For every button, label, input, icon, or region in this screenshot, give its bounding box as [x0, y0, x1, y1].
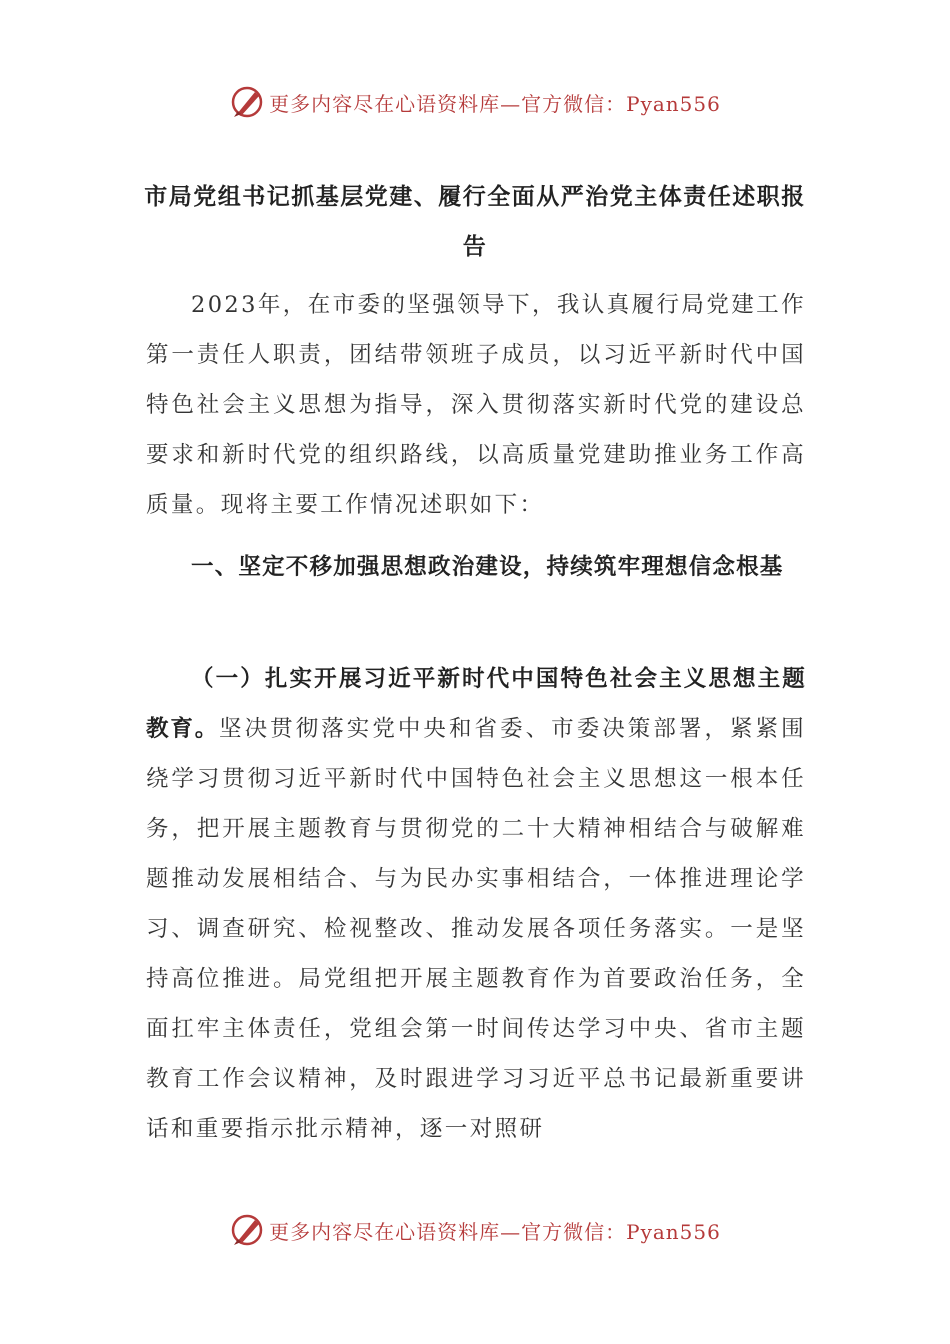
- section-heading: 一、坚定不移加强思想政治建设，持续筑牢理想信念根基: [191, 554, 784, 580]
- header-banner: [0, 82, 950, 122]
- intro-paragraph: 2023年，在市委的坚强领导下，我认真履行局党建工作第一责任人职责，团结带领班子成员，以习近平新时代中国特色社会主义思想为指导，深入贯彻落实新时代党的建设总要求和新时代党的组织路线，以高质量党建助推业务工作高质量。现将主要工作情况述职如下：: [146, 292, 806, 518]
- pen-nib-logo-icon: [229, 84, 265, 120]
- subsection-body: 坚决贯彻落实党中央和省委、市委决策部署，紧紧围绕学习贯彻习近平新时代中国特色社会主义思想这一根本任务，把开展主题教育与贯彻党的二十大精神相结合与破解难题推动发展相结合、与为民办实事相结合，一体推进理论学习、调查研究、检视整改、推动发展各项任务落实。一是坚持高位推进。局党组把开展主题教育作为首要政治任务，全面扛牢主体责任，党组会第一时间传达学习中央、省市主题教育工作会议精神，及时跟进学习习近平总书记最新重要讲话和重要指示批示精神，逐一对照研: [146, 716, 806, 1142]
- footer-banner: [0, 1210, 950, 1250]
- pen-nib-logo-icon: [229, 1212, 265, 1248]
- document-title: 市局党组书记抓基层党建、履行全面从严治党主体责任述职报告: [144, 184, 806, 260]
- subsection-paragraph: [146, 654, 806, 1154]
- banner-text: 更多内容尽在心语资料库—官方微信：Pyan556: [269, 1219, 721, 1244]
- banner-text: 更多内容尽在心语资料库—官方微信：Pyan556: [269, 91, 721, 116]
- subsection-lead: （一）扎实开展习近平新时代中国特色社会主义思想主题教育。: [146, 666, 806, 742]
